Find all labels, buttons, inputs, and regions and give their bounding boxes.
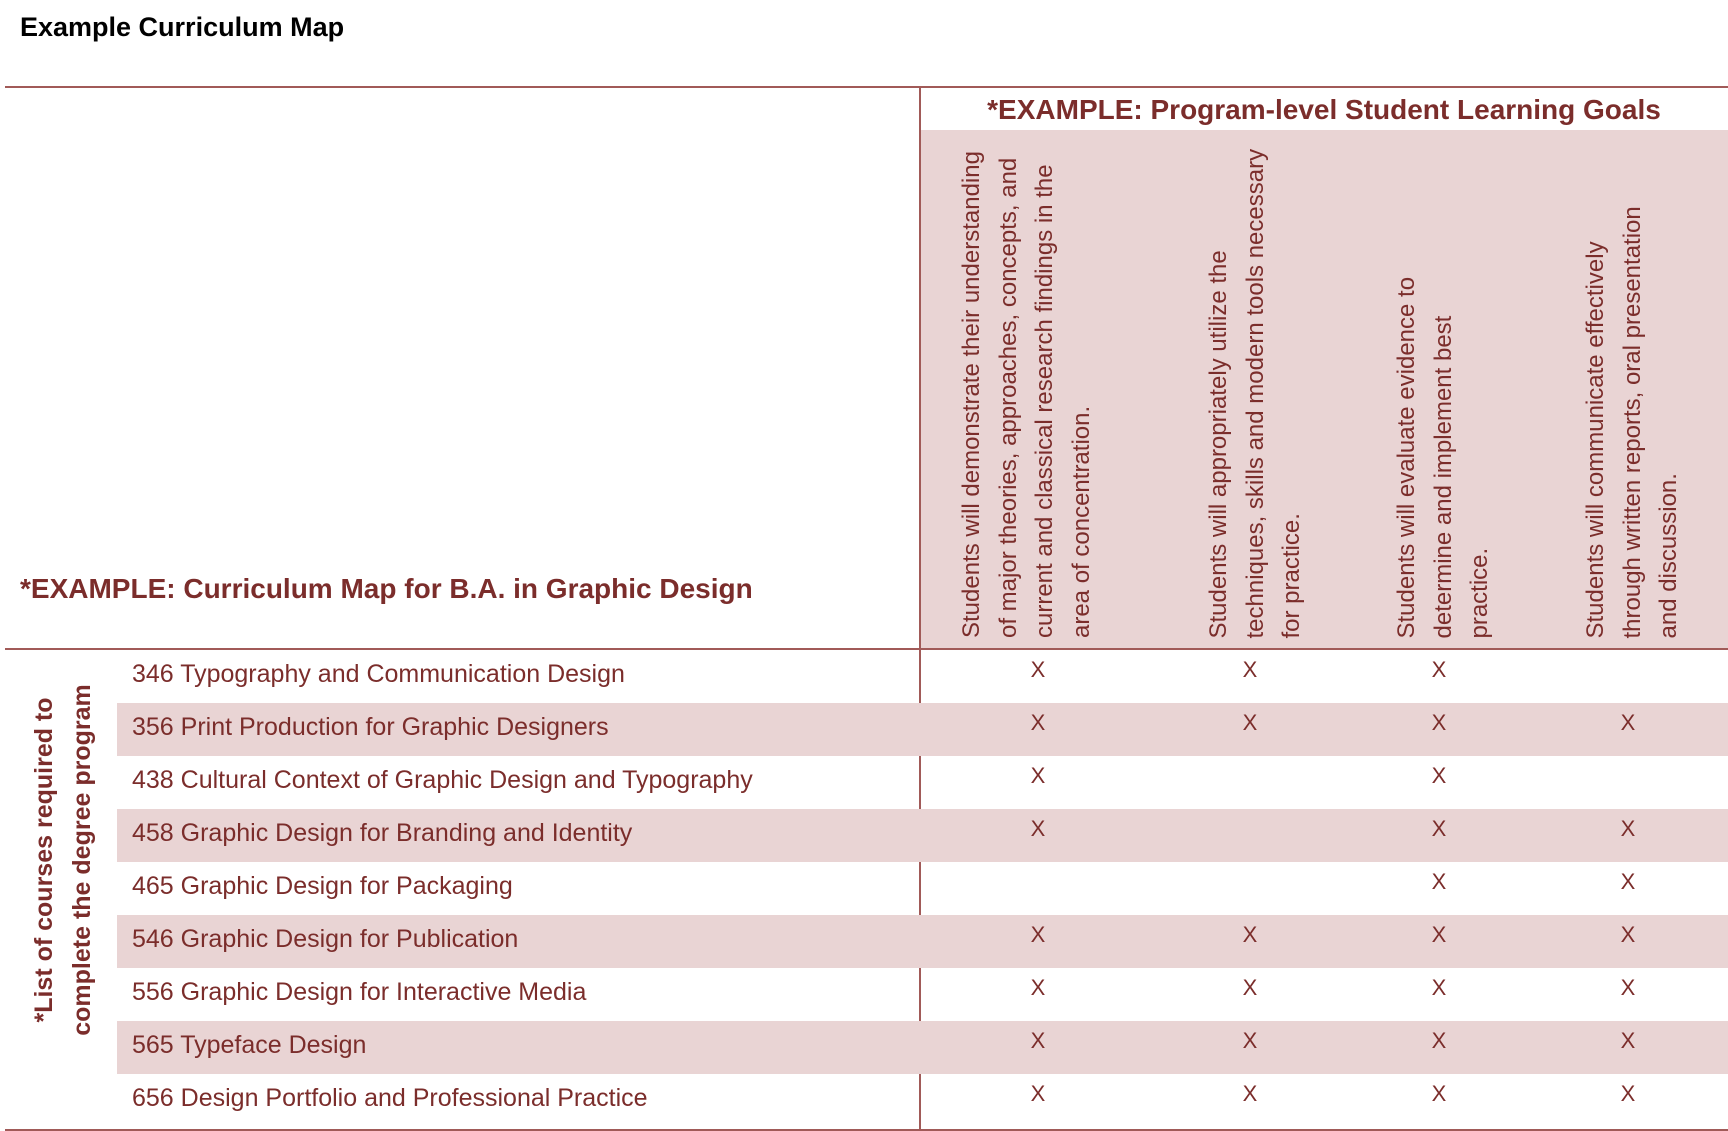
goal-1-mark: X <box>1030 1081 1046 1106</box>
goal-1-mark: X <box>1030 1028 1046 1053</box>
goal-3-mark: X <box>1431 922 1447 947</box>
goal-column-2 <box>1201 130 1321 638</box>
table-row <box>117 703 1728 756</box>
goal-2-mark: X <box>1242 1081 1258 1106</box>
goals-heading: *EXAMPLE: Program-level Student Learning Goals <box>987 94 1661 125</box>
goal-3-mark: X <box>1431 1028 1447 1053</box>
table-row <box>117 756 1728 809</box>
course-name: 356 Print Production for Graphic Designers <box>132 713 609 741</box>
goal-3-mark: X <box>1431 1081 1447 1106</box>
table-row <box>117 809 1728 862</box>
table-row <box>117 968 1728 1021</box>
goal-4-mark: X <box>1620 816 1636 841</box>
goal-column-1 <box>954 130 1144 638</box>
course-name: 346 Typography and Communication Design <box>132 660 625 688</box>
goal-column-4 <box>1578 130 1698 638</box>
course-name: 546 Graphic Design for Publication <box>132 925 519 953</box>
courses-side-label: *List of courses required to complete the degree program <box>30 684 96 1036</box>
goal-4-mark: X <box>1620 1081 1636 1106</box>
goal-3-mark: X <box>1431 657 1447 682</box>
goal-3-mark: X <box>1431 869 1447 894</box>
goal-1-text: Students will demonstrate their understanding of major theories, approaches, concepts, and current and classical research findings in the area of concentration. <box>958 151 1095 638</box>
goal-3-mark: X <box>1431 975 1447 1000</box>
course-name: 565 Typeface Design <box>132 1031 367 1059</box>
goal-4-mark: X <box>1620 1028 1636 1053</box>
table-row <box>117 1021 1728 1074</box>
course-name: 438 Cultural Context of Graphic Design and Typography <box>132 766 753 794</box>
table-row <box>117 1074 1728 1127</box>
table-row <box>117 915 1728 968</box>
goal-3-mark: X <box>1431 816 1447 841</box>
goal-4-mark: X <box>1620 922 1636 947</box>
goal-2-mark: X <box>1242 657 1258 682</box>
goal-3-mark: X <box>1431 763 1447 788</box>
goal-4-mark: X <box>1620 869 1636 894</box>
course-name: 656 Design Portfolio and Professional Practice <box>132 1084 648 1112</box>
curriculum-map-title: *EXAMPLE: Curriculum Map for B.A. in Graphic Design <box>20 573 753 604</box>
page-title: Example Curriculum Map <box>20 12 345 42</box>
goal-column-3 <box>1389 130 1509 638</box>
goal-4-mark: X <box>1620 710 1636 735</box>
goal-3-mark: X <box>1431 710 1447 735</box>
table-row <box>117 862 1728 915</box>
goal-1-mark: X <box>1030 710 1046 735</box>
goal-3-text: Students will evaluate evidence to determine and implement best practice. <box>1393 276 1493 638</box>
table-top-rule <box>5 86 1728 88</box>
goal-2-mark: X <box>1242 710 1258 735</box>
goal-1-mark: X <box>1030 922 1046 947</box>
goal-2-mark: X <box>1242 1028 1258 1053</box>
goal-2-mark: X <box>1242 922 1258 947</box>
goal-2-mark: X <box>1242 975 1258 1000</box>
table-row <box>117 650 1728 703</box>
goal-2-text: Students will appropriately utilize the techniques, skills and modern tools necessary for practice. <box>1205 148 1305 638</box>
goal-4-mark: X <box>1620 975 1636 1000</box>
goal-4-text: Students will communicate effectively through written reports, oral presentation and discussion. <box>1582 205 1682 638</box>
course-name: 556 Graphic Design for Interactive Media <box>132 978 587 1006</box>
course-name: 458 Graphic Design for Branding and Identity <box>132 819 633 847</box>
goal-1-mark: X <box>1030 763 1046 788</box>
course-name: 465 Graphic Design for Packaging <box>132 872 513 900</box>
goal-1-mark: X <box>1030 816 1046 841</box>
goal-1-mark: X <box>1030 657 1046 682</box>
goal-1-mark: X <box>1030 975 1046 1000</box>
